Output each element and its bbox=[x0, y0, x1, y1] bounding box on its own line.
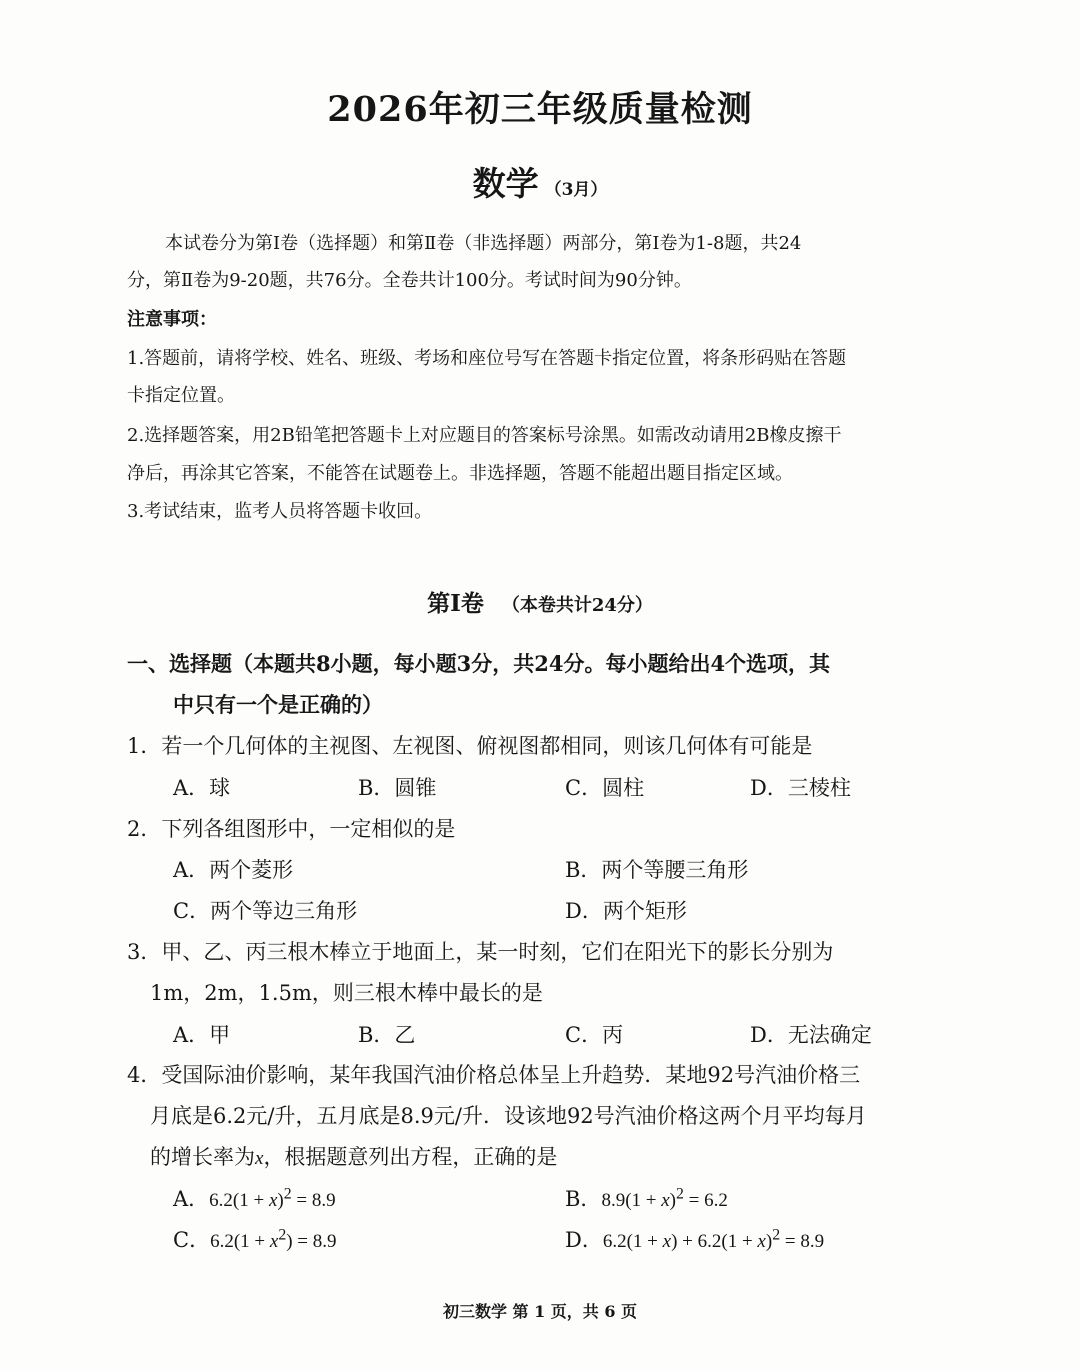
section-heading bbox=[0, 585, 1080, 618]
question-3-stem: 3．甲、乙、丙三根木棒立于地面上，某一时刻，它们在阳光下的影长分别为 bbox=[127, 940, 834, 964]
exam-title: 2026年初三年级质量检测 bbox=[327, 89, 753, 130]
notice-item-2: 2.选择题答案，用2B铅笔把答题卡上对应题目的答案标号涂黑。如需改动请用2B橡皮擦干 bbox=[127, 425, 842, 446]
question-4-option-b bbox=[565, 1183, 728, 1213]
equation-b: $8.9(1 + x)^2 = 6.2$ bbox=[601, 1185, 728, 1211]
notice-item-2-cont: 净后，再涂其它答案，不能答在试题卷上。非选择题，答题不能超出题目指定区域。 bbox=[127, 463, 793, 484]
question-4-stem: 4．受国际油价影响，某年我国汽油价格总体呈上升趋势．某地92号汽油价格三 bbox=[127, 1063, 861, 1087]
question-3-option-d: D．无法确定 bbox=[750, 1023, 872, 1047]
question-2-option-c: C．两个等边三角形 bbox=[173, 899, 358, 923]
question-3-option-b: B．乙 bbox=[358, 1023, 416, 1047]
question-1-option-b: B．圆锥 bbox=[358, 776, 437, 800]
part1-heading: 一、选择题（本题共8小题，每小题3分，共24分。每小题给出4个选项，其 bbox=[127, 651, 831, 676]
part1-heading-cont: 中只有一个是正确的） bbox=[173, 692, 383, 717]
intro-line-2: 分，第Ⅱ卷为9-20题，共76分。全卷共计100分。考试时间为90分钟。 bbox=[127, 270, 692, 291]
section-note: （本卷共计24分） bbox=[501, 595, 653, 616]
question-2-option-a: A．两个菱形 bbox=[173, 858, 294, 882]
question-2-stem: 2．下列各组图形中，一定相似的是 bbox=[127, 817, 456, 841]
notice-item-3: 3.考试结束，监考人员将答题卡收回。 bbox=[127, 501, 433, 522]
option-label: B． bbox=[565, 1187, 602, 1211]
page-footer: 初三数学 第 1 页，共 6 页 bbox=[442, 1302, 638, 1321]
subject-heading bbox=[0, 158, 1080, 205]
option-label: C． bbox=[173, 1228, 211, 1252]
question-1-stem: 1．若一个几何体的主视图、左视图、俯视图都相同，则该几何体有可能是 bbox=[127, 734, 813, 758]
question-4-stem-text-end: ，根据题意列出方程，正确的是 bbox=[263, 1145, 558, 1169]
question-2-option-d: D．两个矩形 bbox=[565, 899, 687, 923]
equation-a: $6.2(1 + x)^2 = 8.9$ bbox=[209, 1185, 336, 1211]
question-3-option-c: C．丙 bbox=[565, 1023, 624, 1047]
question-2-option-b: B．两个等腰三角形 bbox=[565, 858, 749, 882]
equation-c: $6.2(1 + x^2) = 8.9$ bbox=[210, 1226, 337, 1252]
subject-name: 数学 bbox=[472, 164, 539, 203]
equation-d: $6.2(1 + x) + 6.2(1 + x)^2 = 8.9$ bbox=[602, 1226, 825, 1252]
notice-item-1: 1.答题前，请将学校、姓名、班级、考场和座位号写在答题卡指定位置，将条形码贴在答题 bbox=[127, 348, 847, 369]
option-label: D． bbox=[565, 1228, 603, 1252]
section-title: 第Ⅰ卷 bbox=[427, 590, 484, 617]
question-4-stem-cont: 月底是6.2元/升，五月底是8.9元/升．设该地92号汽油价格这两个月平均每月 bbox=[150, 1104, 867, 1128]
exam-month: （3月） bbox=[544, 180, 608, 200]
question-4-stem-text: 的增长率为 bbox=[150, 1145, 255, 1169]
variable-x: x bbox=[255, 1148, 264, 1169]
notice-item-1-cont: 卡指定位置。 bbox=[127, 385, 235, 406]
question-3-option-a: A．甲 bbox=[173, 1023, 231, 1047]
question-1-option-a: A．球 bbox=[173, 776, 231, 800]
question-4-option-a bbox=[173, 1183, 336, 1213]
question-3-stem-cont: 1m，2m，1.5m，则三根木棒中最长的是 bbox=[150, 981, 543, 1005]
option-label: A． bbox=[173, 1187, 210, 1211]
question-1-option-c: C．圆柱 bbox=[565, 776, 645, 800]
intro-line-1: 本试卷分为第Ⅰ卷（选择题）和第Ⅱ卷（非选择题）两部分，第Ⅰ卷为1-8题，共24 bbox=[165, 233, 802, 254]
question-4-option-d bbox=[565, 1224, 824, 1254]
notice-heading: 注意事项： bbox=[127, 309, 217, 330]
question-1-option-d: D．三棱柱 bbox=[750, 776, 851, 800]
question-4-stem-cont-2 bbox=[150, 1141, 557, 1171]
question-4-option-c bbox=[173, 1224, 337, 1254]
